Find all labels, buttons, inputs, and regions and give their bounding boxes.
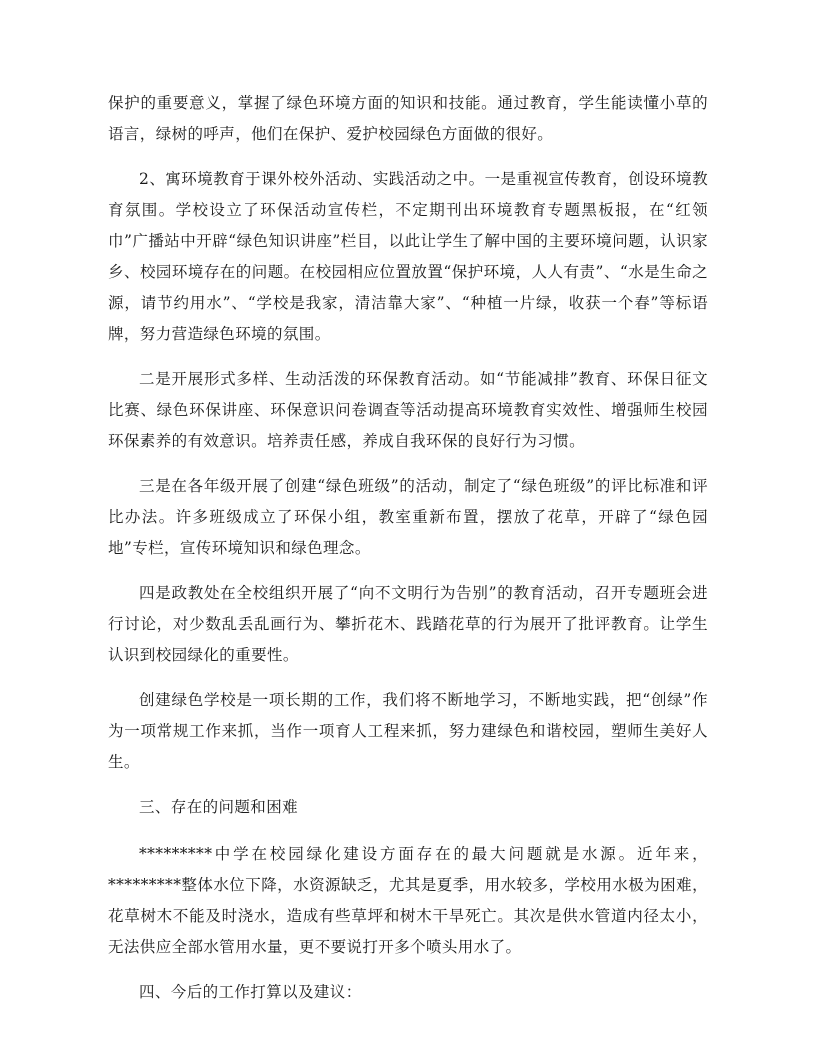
section-heading-problems: 三、存在的问题和困难	[139, 798, 299, 816]
paragraph-continuation: 保护的重要意义，掌握了绿色环境方面的知识和技能。通过教育，学生能读懂小草的语言，绿树的呼声，他们在保护、爱护校园绿色方面做的很好。	[108, 94, 708, 143]
section-heading-future-plans: 四、今后的工作打算以及建议：	[139, 983, 362, 1001]
document-body	[108, 88, 708, 1024]
paragraph-green-class: 三是在各年级开展了创建“绿色班级”的活动，制定了“绿色班级”的评比标准和评比办法。许多班级成立了环保小组，教室重新布置，摆放了花草，开辟了“绿色园地”专栏，宣传环境知识和绿色理念。	[108, 477, 708, 557]
paragraph-water-problem: *********中学在校园绿化建设方面存在的最大问题就是水源。近年来，*********整体水位下降，水资源缺乏，尤其是夏季，用水较多，学校用水极为困难，花草树木不能及时浇水，造成有些草坪和树木干旱死亡。其次是供水管道内径太小，无法供应全部水管用水量，更不要说打开多个喷头用水了。	[108, 845, 708, 956]
paragraph-long-term-work: 创建绿色学校是一项长期的工作，我们将不断地学习，不断地实践，把“创绿”作为一项常规工作来抓，当作一项育人工程来抓，努力建绿色和谐校园，塑师生美好人生。	[108, 691, 708, 771]
paragraph-civilized-behavior: 四是政教处在全校组织开展了“向不文明行为告别”的教育活动，召开专题班会进行讨论，对少数乱丢乱画行为、攀折花木、践踏花草的行为展开了批评教育。让学生认识到校园绿化的重要性。	[108, 584, 708, 664]
paragraph-activities-education: 二是开展形式多样、生动活泼的环保教育活动。如“节能减排”教育、环保日征文比赛、绿色环保讲座、环保意识问卷调查等活动提高环境教育实效性、增强师生校园环保素养的有效意识。培养责任感，养成自我环保的良好行为习惯。	[108, 370, 708, 450]
paragraph-activities-publicity: 2、寓环境教育于课外校外活动、实践活动之中。一是重视宣传教育，创设环境教育氛围。学校设立了环保活动宣传栏，不定期刊出环境教育专题黑板报，在“红领巾”广播站中开辟“绿色知识讲座”栏目，以此让学生了解中国的主要环境问题，认识家乡、校园环境存在的问题。在校园相应位置放置“保护环境，人人有责”、“水是生命之源，请节约用水”、“学校是我家，清洁靠大家”、“种植一片绿，收获一个春”等标语牌，努力营造绿色环境的氛围。	[108, 170, 708, 343]
